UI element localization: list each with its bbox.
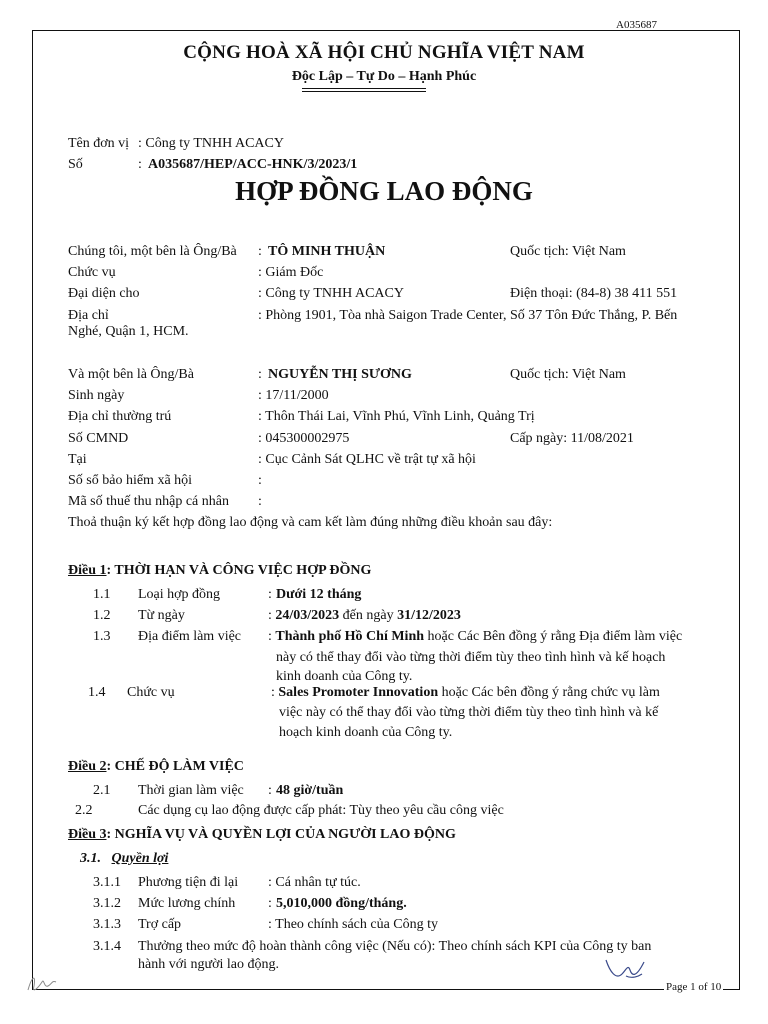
employee-name-label: Và một bên là Ông/Bà — [68, 367, 194, 382]
item-3-1-1-label: Phương tiện đi lại — [138, 875, 239, 890]
contract-number-colon: : — [138, 157, 142, 172]
employer-address-label: Địa chỉ — [68, 308, 109, 323]
item-1-4-label: Chức vụ — [127, 685, 175, 700]
employer-nationality: Quốc tịch: Việt Nam — [510, 244, 626, 259]
item-1-1-colon: : — [268, 587, 272, 602]
employer-address-line2: Nghé, Quận 1, HCM. — [68, 324, 189, 339]
employer-rep: : Công ty TNHH ACACY — [258, 286, 404, 301]
item-1-1-number: 1.1 — [93, 587, 111, 602]
employee-name: NGUYỄN THỊ SƯƠNG — [268, 367, 412, 382]
item-1-4-number: 1.4 — [88, 685, 106, 700]
article1-heading: Điều 1: THỜI HẠN VÀ CÔNG VIỆC HỢP ĐỒNG — [68, 563, 372, 578]
working-hours: 48 giờ/tuần — [276, 783, 344, 798]
page-border — [32, 30, 740, 990]
employee-name-colon: : — [258, 367, 262, 382]
motto-underline-second — [302, 91, 426, 92]
national-title: CỘNG HOÀ XÃ HỘI CHỦ NGHĨA VIỆT NAM — [183, 42, 585, 63]
employee-residence-label: Địa chỉ thường trú — [68, 409, 172, 424]
transport: : Cá nhân tự túc. — [268, 875, 361, 890]
employee-id-label: Số CMND — [68, 431, 129, 446]
employer-name-label: Chúng tôi, một bên là Ông/Bà — [68, 244, 237, 259]
job-title-line3: hoạch kinh doanh của Công ty. — [279, 725, 453, 740]
item-3-1-1-number: 3.1.1 — [93, 875, 121, 890]
employer-name: TÔ MINH THUẬN — [268, 244, 386, 259]
contract-period: : 24/03/2023 đến ngày 31/12/2023 — [268, 608, 461, 623]
initial-signature-left — [22, 966, 64, 998]
article3-heading: Điều 3: NGHĨA VỤ VÀ QUYỀN LỢI CỦA NGƯỜI LAO ĐỘNG — [68, 827, 456, 842]
item-3-1-2-colon: : — [268, 896, 272, 911]
item-2-2-number: 2.2 — [75, 803, 93, 818]
contract-number: A035687/HEP/ACC-HNK/3/2023/1 — [148, 157, 358, 172]
item-3-1-2-number: 3.1.2 — [93, 896, 121, 911]
employer-address-line1: : Phòng 1901, Tòa nhà Saigon Trade Center, Số 37 Tôn Đức Thắng, P. Bến — [258, 308, 678, 323]
item-2-1-label: Thời gian làm việc — [138, 783, 244, 798]
unit-value: : Công ty TNHH ACACY — [138, 136, 284, 151]
employee-id-date: Cấp ngày: 11/08/2021 — [510, 431, 634, 446]
employee-issued: : Cục Cảnh Sát QLHC về trật tự xã hội — [258, 452, 476, 467]
item-1-2-number: 1.2 — [93, 608, 111, 623]
employee-insurance-label: Số sổ bảo hiểm xã hội — [68, 473, 193, 488]
article2-heading: Điều 2: CHẾ ĐỘ LÀM VIỆC — [68, 759, 244, 774]
item-1-1-label: Loại hợp đồng — [138, 587, 221, 602]
item-3-1-3-label: Trợ cấp — [138, 917, 182, 932]
job-title-line1: : Sales Promoter Innovation hoặc Các bên đồng ý rằng chức vụ làm — [271, 685, 660, 700]
workplace-line1: : Thành phố Hồ Chí Minh hoặc Các Bên đồng ý rằng Địa điểm làm việc — [268, 629, 683, 644]
item-2-1-colon: : — [268, 783, 272, 798]
item-2-1-number: 2.1 — [93, 783, 111, 798]
employee-id: : 045300002975 — [258, 431, 350, 446]
bonus-line2: hành với người lao động. — [138, 957, 279, 972]
employer-position: : Giám Đốc — [258, 265, 324, 280]
employee-residence: : Thôn Thái Lai, Vĩnh Phú, Vĩnh Linh, Quảng Trị — [258, 409, 535, 424]
item-1-3-label: Địa điểm làm việc — [138, 629, 242, 644]
workplace-line3: kinh doanh của Công ty. — [276, 669, 413, 684]
employee-dob-label: Sinh ngày — [68, 388, 125, 403]
motto-underline — [302, 88, 426, 89]
employee-insurance: : — [258, 473, 262, 488]
contract-number-label: Số — [68, 157, 83, 172]
contract-type: Dưới 12 tháng — [276, 587, 362, 602]
employer-position-label: Chức vụ — [68, 265, 116, 280]
page-number: Page 1 of 10 — [666, 981, 722, 993]
subsection-3-1: 3.1. Quyền lợi — [80, 851, 169, 866]
bonus-line1: Thưởng theo mức độ hoàn thành công việc (Nếu có): Theo chính sách KPI của Công ty ban — [138, 939, 652, 954]
workplace-line2: này có thể thay đổi vào từng thời điểm tùy theo tình hình và kế hoạch — [276, 650, 666, 665]
item-3-1-4-number: 3.1.4 — [93, 939, 121, 954]
employee-issued-label: Tại — [68, 452, 87, 467]
document-title: HỢP ĐỒNG LAO ĐỘNG — [235, 176, 533, 206]
employer-rep-label: Đại diện cho — [68, 286, 140, 301]
unit-label: Tên đơn vị — [68, 136, 130, 151]
employee-nationality: Quốc tịch: Việt Nam — [510, 367, 626, 382]
base-salary: 5,010,000 đồng/tháng. — [276, 896, 407, 911]
document-code: A035687 — [616, 19, 657, 31]
agreement-text: Thoả thuận ký kết hợp đồng lao động và cam kết làm đúng những điều khoản sau đây: — [68, 515, 553, 530]
item-1-3-number: 1.3 — [93, 629, 111, 644]
allowance: : Theo chính sách của Công ty — [268, 917, 439, 932]
item-2-2-text: Các dụng cụ lao động được cấp phát: Tùy theo yêu cầu công việc — [138, 803, 504, 818]
initial-signature-right — [600, 952, 660, 986]
job-title-line2: việc này có thể thay đổi vào từng thời điểm tùy theo tình hình và kế — [279, 705, 659, 720]
item-3-1-3-number: 3.1.3 — [93, 917, 121, 932]
national-motto: Độc Lập – Tự Do – Hạnh Phúc — [291, 69, 477, 84]
item-3-1-2-label: Mức lương chính — [138, 896, 236, 911]
employer-name-colon: : — [258, 244, 262, 259]
employee-tax-label: Mã số thuế thu nhập cá nhân — [68, 494, 229, 509]
employee-dob: : 17/11/2000 — [258, 388, 329, 403]
employee-tax: : — [258, 494, 262, 509]
item-1-2-label: Từ ngày — [138, 608, 185, 623]
employer-phone: Điện thoại: (84-8) 38 411 551 — [510, 286, 678, 301]
